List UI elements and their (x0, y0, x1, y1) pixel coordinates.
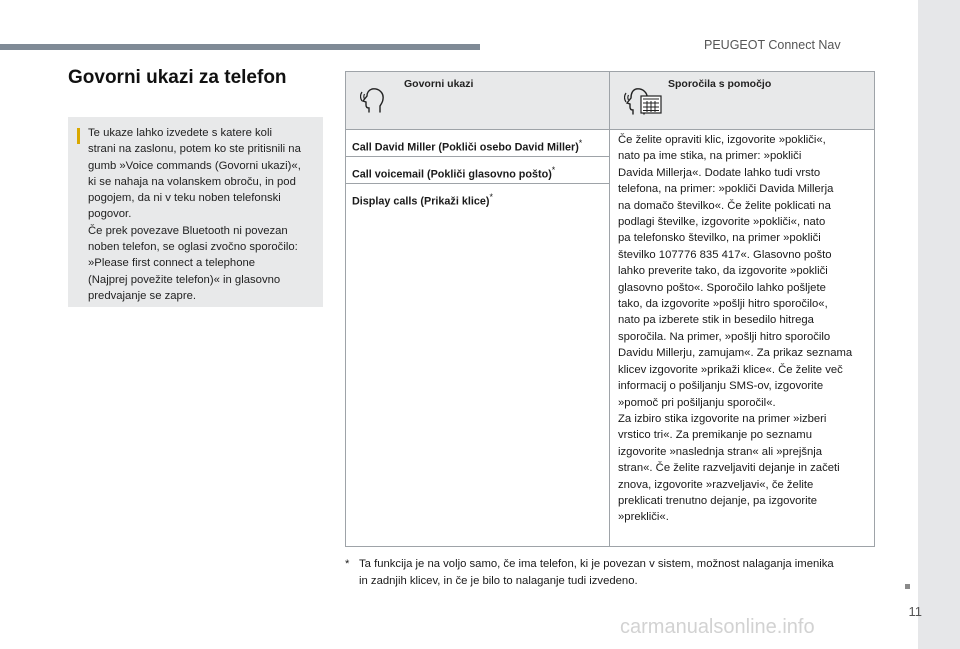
footnote-text (359, 556, 875, 589)
brand-label: PEUGEOT Connect Nav (704, 38, 841, 52)
watermark: carmanualsonline.info (620, 616, 815, 638)
help-line: Za izbiro stika izgovorite na primer »izberi (618, 412, 827, 425)
help-line: »prekliči«. (618, 511, 669, 524)
help-line: podlagi številke, izgovorite »pokliči«, nato (618, 216, 826, 229)
help-messages-cell (610, 130, 875, 547)
help-line: številko 107776 835 417«. Glasovno pošto (618, 248, 832, 261)
voice-commands-table (345, 71, 875, 547)
help-line: nato pa izberete stik in besedilo hitrega (618, 314, 814, 327)
footnote-line: in zadnjih klicev, in če je bilo to nalaganje tudi izvedeno. (359, 574, 638, 587)
info-line: pogovor. (88, 208, 132, 221)
footnote-marker: * (578, 138, 583, 148)
help-line: stran«. Če želite razveljaviti dejanje in začeti (618, 462, 840, 475)
command-call-contact (346, 130, 610, 157)
help-line: Če želite opraviti klic, izgovorite »pokliči«, (618, 134, 826, 146)
side-strip (918, 0, 960, 649)
help-line: nato pa ime stika, na primer: »pokliči (618, 150, 802, 163)
speaking-head-icon (360, 84, 392, 116)
help-line: klicev izgovorite »prikaži klice«. Če želite več (618, 363, 843, 376)
help-line: izgovorite »naslednja stran« ali »prejšnja (618, 445, 823, 458)
command-text: Display calls (Prikaži klice) (352, 195, 490, 208)
help-line: lahko preverite tako, da izgovorite »pokliči (618, 265, 828, 278)
command-call-voicemail (346, 157, 610, 184)
help-line: telefona, na primer: »pokliči Davida Millerja (618, 183, 834, 196)
info-line: gumb »Voice commands (Govorni ukazi)«, (88, 159, 301, 172)
footnote-line: Ta funkcija je na voljo samo, če ima telefon, ki je povezan v sistem, možnost nalaganja imenika (359, 558, 834, 570)
info-line: strani na zaslonu, potem ko ste pritisnili na (88, 143, 301, 156)
info-line: noben telefon, se oglasi zvočno sporočilo: (88, 241, 298, 254)
help-line: Davidu Millerju, zamujam«. Za prikaz seznama (618, 347, 853, 360)
help-line: pa telefonsko številko, na primer »pokliči (618, 232, 821, 245)
header-rule (0, 44, 480, 50)
help-line: sporočila. Na primer, »pošlji hitro sporočilo (618, 330, 831, 343)
col2-header: Sporočila s pomočjo (668, 78, 772, 90)
help-line: vrstico tri«. Za premikanje po seznamu (618, 429, 813, 442)
speaking-keypad-icon (624, 84, 664, 120)
help-line: informacij o pošiljanju SMS-ov, izgovorite (618, 380, 824, 393)
page-number: 11 (908, 604, 922, 619)
info-line: Te ukaze lahko izvedete s katere koli (88, 127, 272, 139)
help-line: Davida Millerja«. Dodate lahko tudi vrsto (618, 166, 821, 179)
help-line: znova, izgovorite »razveljavi«, če želite (618, 478, 814, 491)
help-line: preklicati trenutno dejanje, pa izgovorite (618, 494, 818, 507)
command-display-calls (346, 184, 610, 547)
info-line: predvajanje se zapre. (88, 289, 197, 302)
page-title: Govorni ukazi za telefon (68, 67, 287, 88)
header-cell-commands (346, 72, 610, 130)
page-marker-icon (905, 584, 910, 589)
info-line: »Please first connect a telephone (88, 257, 256, 270)
footnote-marker: * (551, 165, 556, 175)
info-line: ki se nahaja na volanskem obroču, in pod (88, 175, 296, 188)
command-text: Call voicemail (Pokliči glasovno pošto) (352, 168, 552, 181)
info-line: (Najprej povežite telefon)« in glasovno (88, 273, 281, 286)
header-cell-help (610, 72, 875, 130)
help-line: »pomoč pri pošiljanju sporočil«. (618, 396, 776, 409)
info-line: pogojem, da ni v teku noben telefonski (88, 192, 281, 205)
info-box (68, 117, 323, 307)
help-line: na domačo številko«. Če želite poklicati na (618, 199, 831, 212)
info-line: Če prek povezave Bluetooth ni povezan (88, 224, 288, 237)
info-bar-icon (77, 128, 80, 144)
col1-header: Govorni ukazi (404, 78, 474, 90)
command-text: Call David Miller (Pokliči osebo David Miller) (352, 141, 579, 154)
footnote-marker: * (489, 192, 493, 202)
info-text (88, 125, 315, 304)
help-line: glasovno pošto«. Sporočilo lahko pošljete (618, 281, 826, 294)
footnote (345, 556, 875, 589)
footnote-star: * (345, 558, 350, 570)
help-line: tako, da izgovorite »pošlji hitro sporočilo«, (618, 298, 828, 311)
